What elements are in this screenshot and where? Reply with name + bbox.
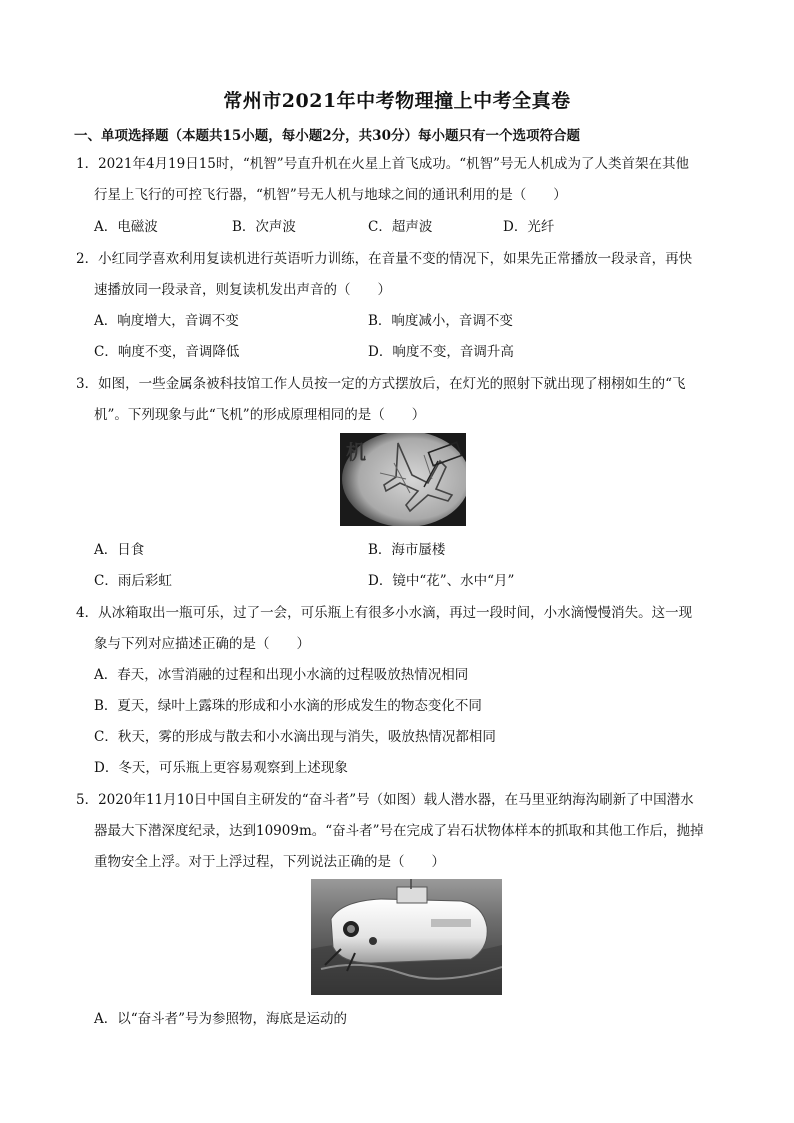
q2-option-c[interactable]: C．响度不变，音调降低 <box>94 344 240 360</box>
question-5-line-2: 器最大下潜深度纪录，达到10909m。“奋斗者”号在完成了岩石状物体样本的抓取和其他工作后，抛掉 <box>94 823 704 839</box>
question-1-line-2: 行星上飞行的可控飞行器，“机智”号无人机与地球之间的通讯利用的是（ ） <box>94 187 567 203</box>
submersible-figure <box>311 879 502 995</box>
question-4-line-2: 象与下列对应描述正确的是（ ） <box>94 636 310 652</box>
q5-option-a[interactable]: A．以“奋斗者”号为参照物，海底是运动的 <box>94 1011 348 1027</box>
q4-option-a[interactable]: A．春天，冰雪消融的过程和出现小水滴的过程吸放热情况相同 <box>94 667 469 683</box>
q3-option-c[interactable]: C．雨后彩虹 <box>94 573 172 589</box>
q3-option-b[interactable]: B．海市蜃楼 <box>368 542 446 558</box>
q4-option-c[interactable]: C．秋天，雾的形成与散去和小水滴出现与消失，吸放热情况都相同 <box>94 729 496 745</box>
question-3-line-2: 机”。下列现象与此“飞机”的形成原理相同的是（ ） <box>94 407 426 423</box>
q2-option-a[interactable]: A．响度增大，音调不变 <box>94 313 239 329</box>
question-2-line-2: 速播放同一段录音，则复读机发出声音的（ ） <box>94 282 391 298</box>
q4-option-d[interactable]: D．冬天，可乐瓶上更容易观察到上述现象 <box>94 760 348 776</box>
q4-option-b[interactable]: B．夏天，绿叶上露珠的形成和小水滴的形成发生的物态变化不同 <box>94 698 482 714</box>
section-heading: 一、单项选择题（本题共15小题，每小题2分，共30分）每小题只有一个选项符合题 <box>74 128 580 144</box>
figure-character: 机 <box>346 440 366 464</box>
q1-option-d[interactable]: D．光纤 <box>503 219 555 235</box>
question-2-line-1: 2．小红同学喜欢利用复读机进行英语听力训练，在音量不变的情况下，如果先正常播放一段录音，再快 <box>76 251 693 267</box>
q2-option-b[interactable]: B．响度减小，音调不变 <box>368 313 513 329</box>
question-5-line-1: 5．2020年11月10日中国自主研发的“奋斗者”号（如图）载人潜水器，在马里亚纳海沟刷新了中国潜水 <box>76 792 694 808</box>
question-5-line-3: 重物安全上浮。对于上浮过程，下列说法正确的是（ ） <box>94 854 445 870</box>
question-4-line-1: 4．从冰箱取出一瓶可乐，过了一会，可乐瓶上有很多小水滴，再过一段时间，小水滴慢慢消失。这一现 <box>76 605 693 621</box>
page-title: 常州市2021年中考物理撞上中考全真卷 <box>223 90 571 112</box>
q1-option-a[interactable]: A．电磁波 <box>94 219 158 235</box>
airplane-shadow-figure <box>340 433 466 526</box>
q2-option-d[interactable]: D．响度不变，音调升高 <box>368 344 514 360</box>
question-3-line-1: 3．如图，一些金属条被科技馆工作人员按一定的方式摆放后，在灯光的照射下就出现了栩栩如生的“飞 <box>76 376 686 392</box>
q1-option-b[interactable]: B．次声波 <box>232 219 296 235</box>
q1-option-c[interactable]: C．超声波 <box>368 219 433 235</box>
q3-option-a[interactable]: A．日食 <box>94 542 145 558</box>
question-1-line-1: 1．2021年4月19日15时，“机智”号直升机在火星上首飞成功。“机智”号无人机成为了人类首架在其他 <box>76 156 689 172</box>
q3-option-d[interactable]: D．镜中“花”、水中“月” <box>368 573 515 589</box>
